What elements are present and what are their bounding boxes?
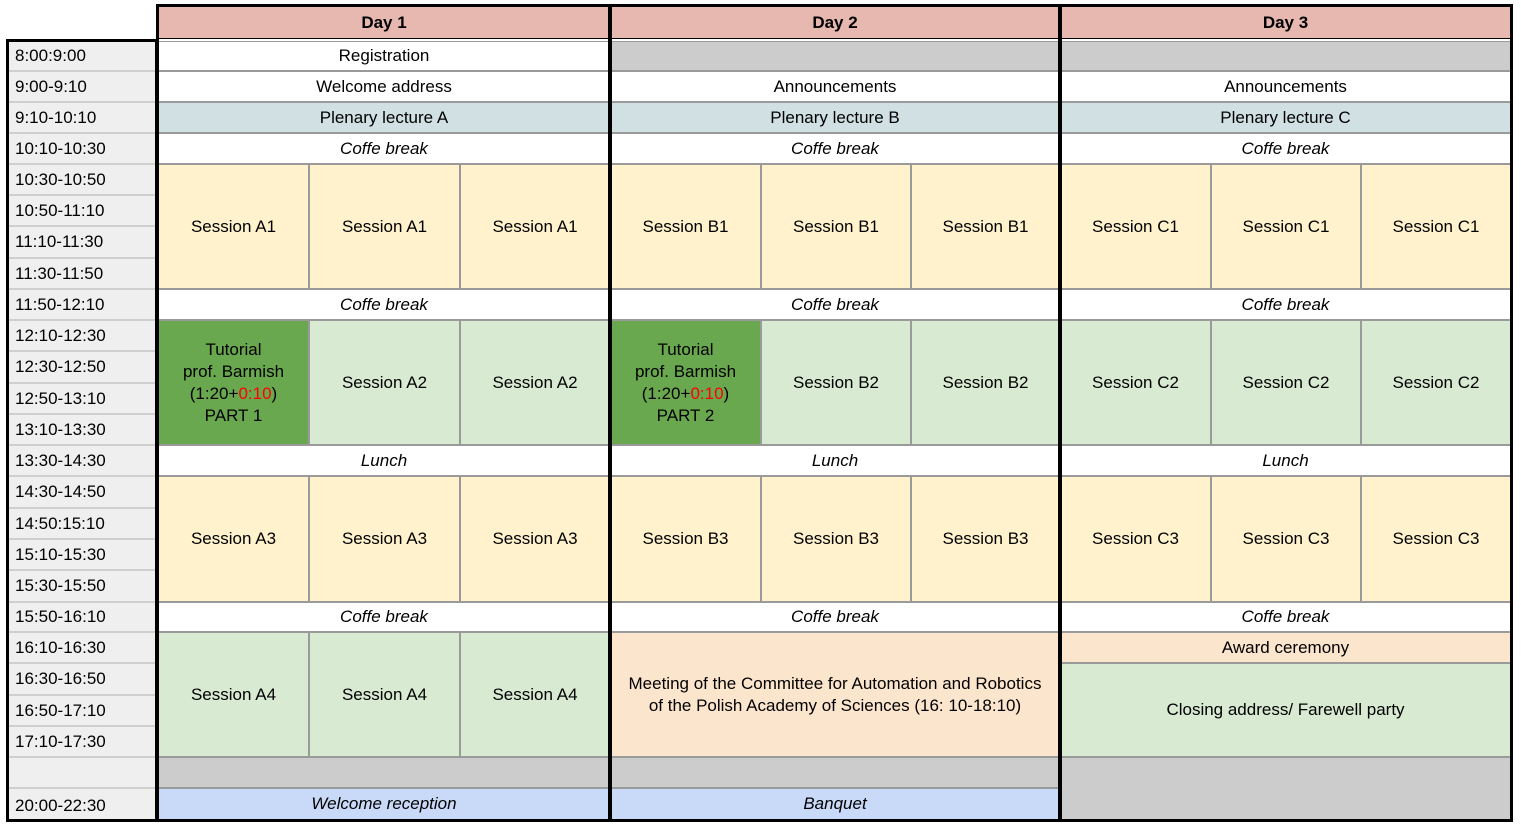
tutorial-speaker: prof. Barmish <box>634 361 737 381</box>
day1-plenary-lecture: Plenary lecture A <box>158 102 610 133</box>
time-slot: 14:50:15:10 <box>8 508 158 539</box>
time-slot: 12:30-12:50 <box>8 351 158 383</box>
day1-tutorial <box>158 320 309 445</box>
time-slot: 14:30-14:50 <box>8 476 158 508</box>
day2-session-b1-room1: Session B1 <box>610 164 761 289</box>
day2-coffee-break-3: Coffe break <box>610 602 1060 632</box>
time-slot: 17:10-17:30 <box>8 726 158 757</box>
time-slot: 9:00-9:10 <box>8 71 158 102</box>
time-slot: 10:10-10:30 <box>8 133 158 164</box>
day1-coffee-break-2: Coffe break <box>158 289 610 320</box>
day3-session-c2-room2: Session C2 <box>1211 320 1361 445</box>
tutorial-part: PART 1 <box>204 405 263 425</box>
time-slot: 12:10-12:30 <box>8 320 158 351</box>
day1-session-a3-room2: Session A3 <box>309 476 460 602</box>
time-slot: 15:10-15:30 <box>8 539 158 570</box>
day2-coffee-break-1: Coffe break <box>610 133 1060 164</box>
day2-session-b1-room3: Session B1 <box>911 164 1060 289</box>
day3-header: Day 3 <box>1060 6 1511 39</box>
day2-session-b1-room2: Session B1 <box>761 164 911 289</box>
day3-session-c1-room2: Session C1 <box>1211 164 1361 289</box>
day3-empty-evening <box>1060 757 1511 820</box>
day1-lunch: Lunch <box>158 445 610 476</box>
time-slot: 20:00-22:30 <box>8 788 158 820</box>
time-slot: 11:10-11:30 <box>8 226 158 258</box>
time-slot <box>8 757 158 788</box>
day1-session-a1-room3: Session A1 <box>460 164 610 289</box>
day1-welcome-reception: Welcome reception <box>158 788 610 820</box>
day3-award-ceremony: Award ceremony <box>1060 632 1511 663</box>
time-slot: 16:10-16:30 <box>8 632 158 663</box>
day2-session-b2-room3: Session B2 <box>911 320 1060 445</box>
day3-session-c2-room1: Session C2 <box>1060 320 1211 445</box>
day1-session-a4-room3: Session A4 <box>460 632 610 757</box>
day3-session-c3-room3: Session C3 <box>1361 476 1511 602</box>
day2-empty-slot <box>610 757 1060 788</box>
day3-closing-address: Closing address/ Farewell party <box>1060 663 1511 757</box>
day3-session-c2-room3: Session C2 <box>1361 320 1511 445</box>
day1-session-a4-room2: Session A4 <box>309 632 460 757</box>
day2-session-b3-room1: Session B3 <box>610 476 761 602</box>
day3-plenary-lecture: Plenary lecture C <box>1060 102 1511 133</box>
tutorial-title: Tutorial <box>657 339 714 359</box>
day2-empty-registration <box>610 41 1060 71</box>
day1-header: Day 1 <box>158 6 610 39</box>
day1-session-a1-room2: Session A1 <box>309 164 460 289</box>
day1-session-a1-room1: Session A1 <box>158 164 309 289</box>
day1-session-a3-room3: Session A3 <box>460 476 610 602</box>
day2-coffee-break-2: Coffe break <box>610 289 1060 320</box>
day1-coffee-break-3: Coffe break <box>158 602 610 632</box>
day3-coffee-break-1: Coffe break <box>1060 133 1511 164</box>
time-slot: 16:50-17:10 <box>8 695 158 726</box>
tutorial-extra-time: 0:10 <box>690 383 724 403</box>
day1-coffee-break-1: Coffe break <box>158 133 610 164</box>
time-slot: 16:30-16:50 <box>8 663 158 695</box>
time-slot: 15:50-16:10 <box>8 602 158 632</box>
day3-session-c1-room1: Session C1 <box>1060 164 1211 289</box>
day1-session-a2-room2: Session A2 <box>309 320 460 445</box>
time-slot: 12:50-13:10 <box>8 383 158 414</box>
day3-empty-registration <box>1060 41 1511 71</box>
day3-session-c3-room1: Session C3 <box>1060 476 1211 602</box>
day1-session-a3-room1: Session A3 <box>158 476 309 602</box>
time-slot: 10:30-10:50 <box>8 164 158 195</box>
tutorial-title: Tutorial <box>205 339 262 359</box>
day3-lunch: Lunch <box>1060 445 1511 476</box>
day2-banquet: Banquet <box>610 788 1060 820</box>
tutorial-duration: (1:20+0:10) <box>641 383 730 403</box>
day1-welcome-address: Welcome address <box>158 71 610 102</box>
day3-session-c3-room2: Session C3 <box>1211 476 1361 602</box>
time-slot: 9:10-10:10 <box>8 102 158 133</box>
day3-coffee-break-2: Coffe break <box>1060 289 1511 320</box>
day3-coffee-break-3: Coffe break <box>1060 602 1511 632</box>
day2-lunch: Lunch <box>610 445 1060 476</box>
time-slot: 8:00:9:00 <box>8 41 158 71</box>
day1-empty-slot <box>158 757 610 788</box>
time-slot: 10:50-11:10 <box>8 195 158 226</box>
tutorial-part: PART 2 <box>656 405 715 425</box>
tutorial-speaker: prof. Barmish <box>182 361 285 381</box>
day2-plenary-lecture: Plenary lecture B <box>610 102 1060 133</box>
time-slot: 13:10-13:30 <box>8 414 158 445</box>
time-slot: 11:50-12:10 <box>8 289 158 320</box>
tutorial-duration: (1:20+0:10) <box>189 383 278 403</box>
day1-session-a4-room1: Session A4 <box>158 632 309 757</box>
day3-announcements: Announcements <box>1060 71 1511 102</box>
day2-committee-meeting: Meeting of the Committee for Automation and Robotics of the Polish Academy of Sciences (16: 10-18:10) <box>610 632 1060 757</box>
day2-header: Day 2 <box>610 6 1060 39</box>
day2-tutorial <box>610 320 761 445</box>
tutorial-extra-time: 0:10 <box>238 383 272 403</box>
day1-session-a2-room3: Session A2 <box>460 320 610 445</box>
day1-registration: Registration <box>158 41 610 71</box>
day3-session-c1-room3: Session C1 <box>1361 164 1511 289</box>
day2-session-b3-room3: Session B3 <box>911 476 1060 602</box>
day2-announcements: Announcements <box>610 71 1060 102</box>
day2-session-b3-room2: Session B3 <box>761 476 911 602</box>
time-slot: 11:30-11:50 <box>8 258 158 289</box>
day2-session-b2-room2: Session B2 <box>761 320 911 445</box>
time-slot: 15:30-15:50 <box>8 570 158 602</box>
time-slot: 13:30-14:30 <box>8 445 158 476</box>
